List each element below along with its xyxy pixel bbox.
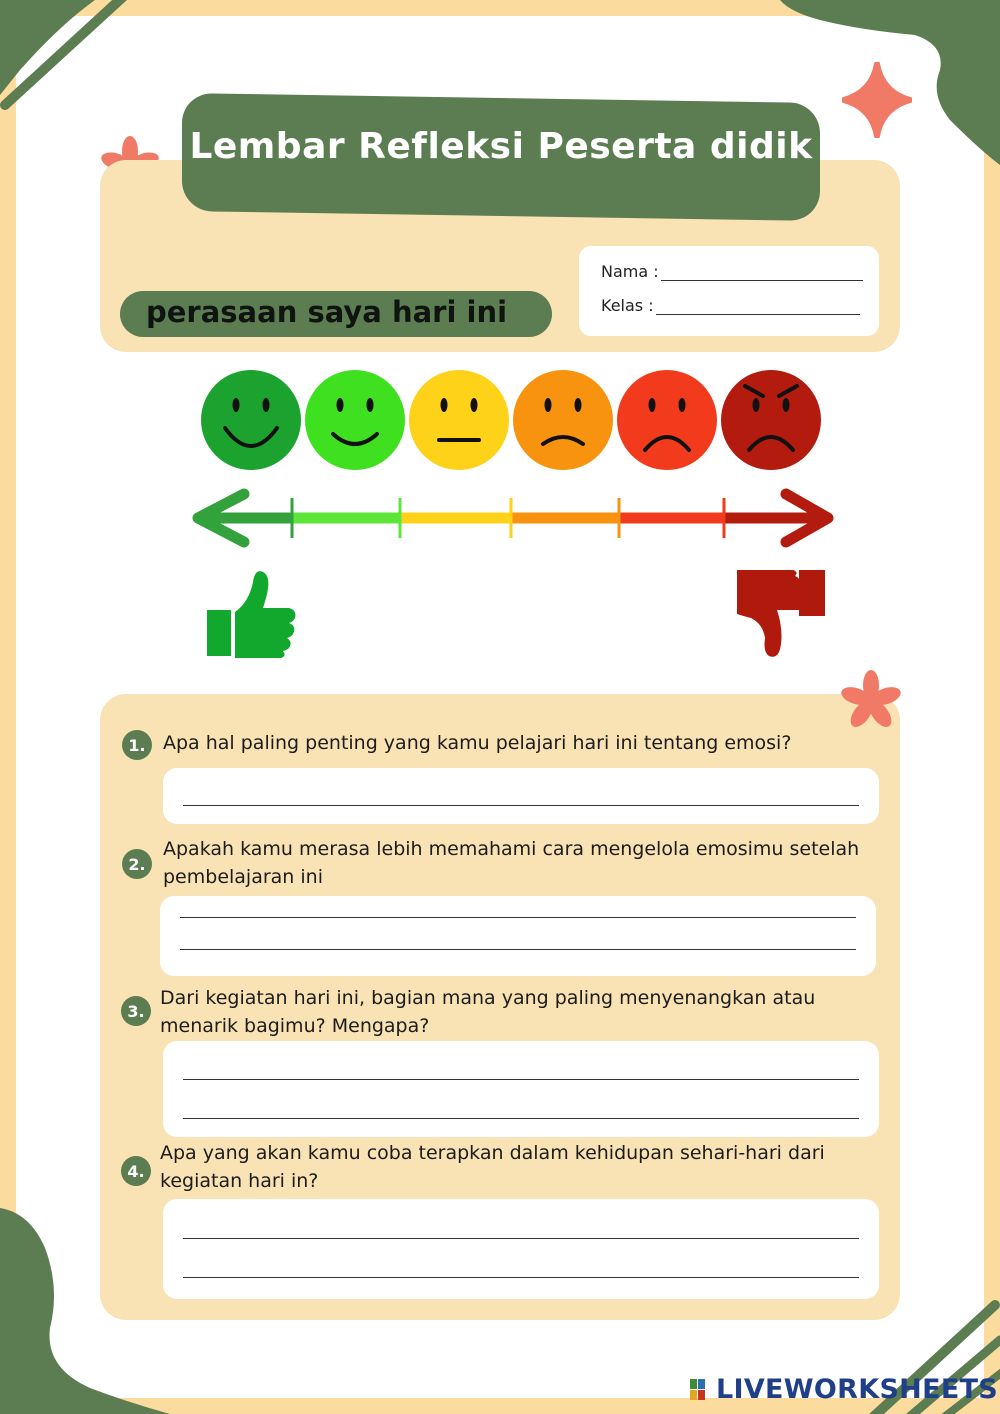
- mood-scale-arrow: [0, 0, 1000, 560]
- class-label: Kelas :: [601, 296, 654, 315]
- name-label: Nama :: [601, 262, 659, 281]
- answer-line[interactable]: [183, 1079, 859, 1080]
- flower-icon: [840, 670, 902, 732]
- answer-line[interactable]: [183, 1277, 859, 1278]
- answer-line[interactable]: [183, 1118, 859, 1119]
- answer-line[interactable]: [183, 1238, 859, 1239]
- answer-box-1[interactable]: [163, 768, 879, 824]
- answer-line[interactable]: [183, 805, 859, 806]
- question-text: Apa hal paling penting yang kamu pelajari hari ini tentang emosi?: [163, 732, 792, 754]
- question-text: Apa yang akan kamu coba terapkan dalam kehidupan sehari-hari dari kegiatan hari in?: [160, 1142, 825, 1192]
- answer-box-2[interactable]: [160, 896, 876, 976]
- liveworksheets-logo[interactable]: [690, 1374, 998, 1405]
- question-number: 2.: [122, 849, 152, 879]
- question-number: 3.: [121, 996, 151, 1026]
- answer-box-4[interactable]: [163, 1199, 879, 1299]
- answer-line[interactable]: [180, 917, 856, 918]
- thumbs-down-icon: [733, 568, 827, 660]
- question-number: 1.: [122, 730, 152, 760]
- live-logo-icon: [690, 1379, 714, 1401]
- question-number: 4.: [121, 1156, 151, 1186]
- question-text: Dari kegiatan hari ini, bagian mana yang paling menyenangkan atau menarik bagimu? Mengapa?: [160, 987, 816, 1037]
- question-text: Apakah kamu merasa lebih memahami cara mengelola emosimu setelah pembelajaran ini: [163, 838, 860, 888]
- page-title: Lembar Refleksi Peserta didik: [189, 126, 813, 167]
- thumbs-up-icon: [205, 568, 299, 660]
- feeling-label: perasaan saya hari ini: [146, 295, 508, 329]
- footer-brand: LIVEWORKSHEETS: [716, 1374, 999, 1405]
- answer-line[interactable]: [180, 949, 856, 950]
- answer-box-3[interactable]: [163, 1041, 879, 1137]
